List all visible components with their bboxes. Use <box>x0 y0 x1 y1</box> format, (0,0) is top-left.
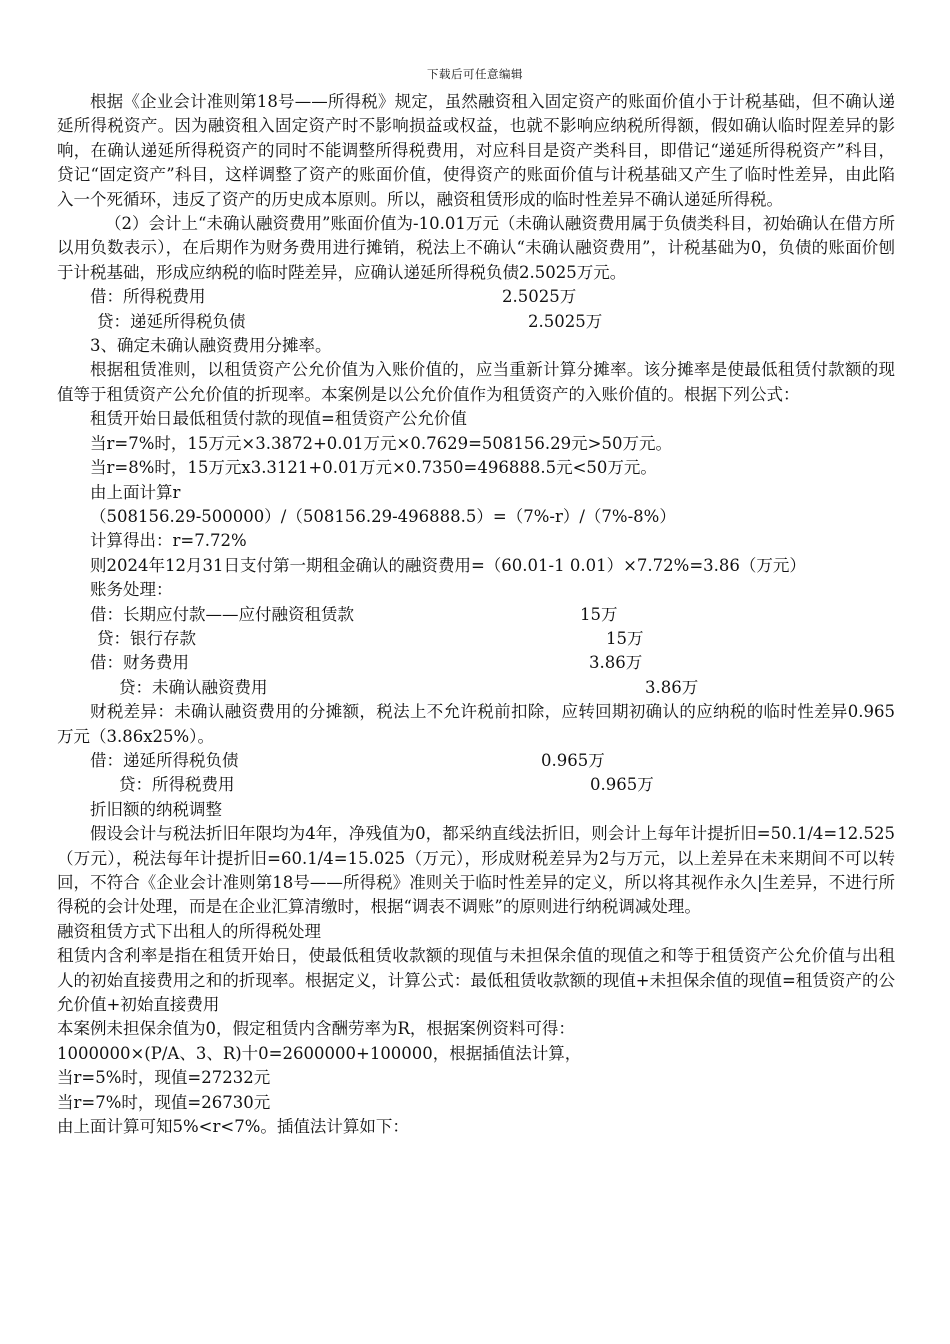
formula-line: 当r=8%时，15万元x3.3121+0.01万元×0.7350=496888.5元<50万元。 <box>90 458 657 478</box>
formula-line: 当r=7%时，现值=26730元 <box>57 1092 271 1112</box>
entry-account: 贷：所得税费用 <box>119 775 235 795</box>
journal-entry-credit <box>57 310 895 334</box>
entry-amount: 2.5025万 <box>528 311 603 331</box>
entry-account: 借：长期应付款——应付融资租赁款 <box>90 604 354 624</box>
entry-amount: 15万 <box>580 604 618 624</box>
section-label: 账务处理： <box>90 580 173 600</box>
section-heading: 折旧额的纳税调整 <box>90 799 222 819</box>
entry-account: 贷：银行存款 <box>97 628 196 648</box>
entry-amount: 0.965万 <box>541 750 605 770</box>
entry-amount: 3.86万 <box>589 653 643 673</box>
entry-amount: 0.965万 <box>590 775 654 795</box>
paragraph: 根据《企业会计准则第18号——所得税》规定，虽然融资租入固定资产的账面价值小于计税基础，但不确认递延所得税资产。因为融资租入固定资产时不影响损益或权益，也就不影响应纳税所得额，假如确认临时陧差异的影响，在确认递延所得税资产的同时不能调整所得税费用，对应科目是资产类科目，即借记“递延所得税资产”科目，贷记“固定资产”科目，这样调整了资产的账面价值，使得资产的账面价值与计税基础又产生了临时性差异，由此陷入一个死循环，违反了资产的历史成本原则。所以，融资租赁形成的临时性差异不确认递延所得税。 <box>57 92 895 209</box>
paragraph: （2）会计上“未确认融资费用”账面价值为-10.01万元（未确认融资费用属于负债类科目，初始确认在借方所以用负数表示），在后期作为财务费用进行摊销，税法上不确认“未确认融资费用”，计税基础为0，负债的账面价刨于计税基础，形成应纳税的临时陛差异，应确认递延所得税负债2.5025万元。 <box>57 214 895 282</box>
paragraph: 假设会计与税法折旧年限均为4年，净残值为0，都采纳直线法折旧，则会计上每年计提折旧=50.1/4=12.525（万元），税法每年计提折旧=60.1/4=15.025（万元），形成财税差异为2与万元，以上差异在未来期间不可以转回，不符合《企业会计准则第18号——所得税》准则关于临时性差异的定义，所以将其视作永久|生差异，不进行所得税的会计处理，而是在企业汇算清缴时，根据“调表不调账”的原则进行纳税调减处理。 <box>57 824 895 917</box>
formula-line: 计算得出：r=7.72% <box>90 531 247 551</box>
paragraph: 租赁内含利率是指在租赁开始日，使最低租赁收款额的现值与未担保余值的现值之和等于租赁资产公允价值与出租人的初始直接费用之和的折现率。根据定义，计算公式：最低租赁收款额的现值+未担保余值的现值=租赁资产的公允价值+初始直接费用 <box>57 946 895 1015</box>
journal-entry-debit <box>57 749 895 773</box>
journal-entry-credit <box>57 676 895 700</box>
journal-entry-debit <box>57 651 895 675</box>
entry-account: 贷：递延所得税负债 <box>97 311 246 331</box>
formula-line: 租赁开始日最低租赁付款的现值=租赁资产公允价值 <box>90 409 467 429</box>
section-heading: 融资租赁方式下出租人的所得税处理 <box>57 921 321 941</box>
section-heading: 3、确定未确认融资费用分摊率。 <box>90 336 332 356</box>
document-body <box>57 90 895 1139</box>
journal-entry-credit <box>57 773 895 797</box>
formula-line: 由上面计算可知5%<r<7%。插值法计算如下： <box>57 1117 409 1137</box>
entry-amount: 3.86万 <box>645 677 699 697</box>
formula-line: （508156.29-500000）/（508156.29-496888.5）=（7%-r）/（7%-8%） <box>90 506 676 526</box>
journal-entry-credit <box>57 627 895 651</box>
entry-account: 借：财务费用 <box>90 653 189 673</box>
entry-amount: 15万 <box>606 628 644 648</box>
entry-amount: 2.5025万 <box>502 287 577 307</box>
paragraph: 根据租赁准则，以租赁资产公允价值为入账价值的，应当重新计算分摊率。该分摊率是使最低租赁付款额的现值等于租赁资产公允价值的折现率。本案例是以公允价值作为租赁资产的入账价值的。根据下列公式： <box>57 360 895 404</box>
entry-account: 借：所得税费用 <box>90 287 206 307</box>
formula-line: 当r=7%时，15万元×3.3872+0.01万元×0.7629=508156.29元>50万元。 <box>90 433 672 453</box>
entry-account: 借：递延所得税负债 <box>90 750 239 770</box>
paragraph: 则2024年12月31日支付第一期租金确认的融资费用=（60.01-1 0.01）×7.72%=3.86（万元） <box>90 555 806 575</box>
formula-line: 1000000×(P/A、3、R)十0=2600000+100000，根据插值法计算， <box>57 1043 582 1063</box>
paragraph: 财税差异：未确认融资费用的分摊额，税法上不允许税前扣除，应转回期初确认的应纳税的临时性差异0.965万元（3.86x25%）。 <box>57 702 895 746</box>
journal-entry-debit <box>57 285 895 309</box>
entry-account: 贷：未确认融资费用 <box>119 677 268 697</box>
formula-line: 当r=5%时，现值=27232元 <box>57 1068 271 1088</box>
journal-entry-debit <box>57 603 895 627</box>
page-header: 下载后可任意编辑 <box>427 67 523 81</box>
paragraph: 本案例未担保余值为0，假定租赁内含酬劳率为R，根据案例资料可得： <box>57 1019 575 1039</box>
formula-line: 由上面计算r <box>90 482 181 502</box>
